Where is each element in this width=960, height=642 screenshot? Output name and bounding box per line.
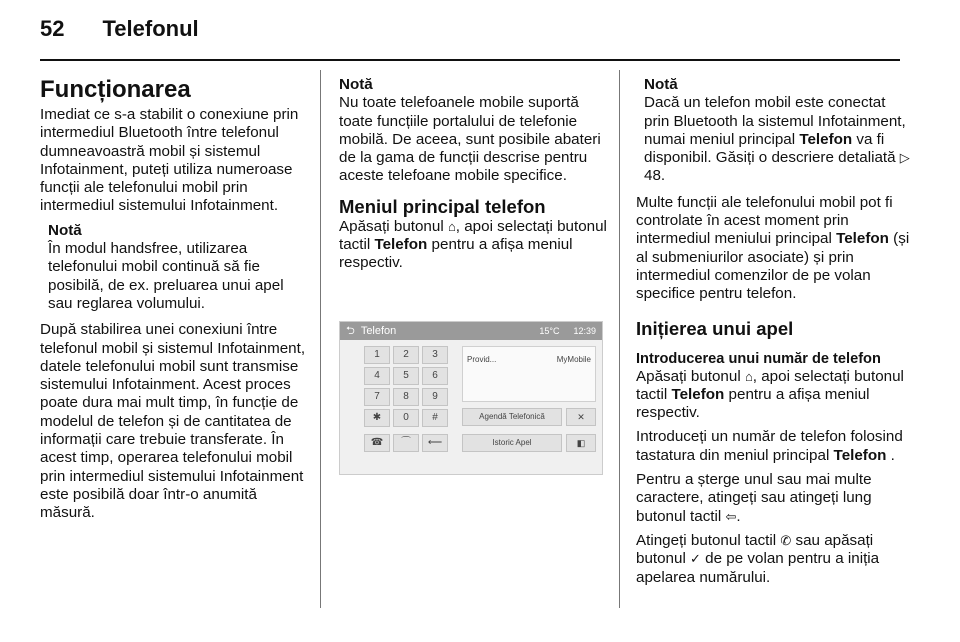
- call-icon: ☎: [364, 434, 390, 452]
- keypad-key: #: [422, 409, 448, 427]
- keypad-key: 8: [393, 388, 419, 406]
- page-number: 52: [40, 16, 65, 41]
- paragraph: Pentru a șterge unul sau mai multe caractere, atingeți sau atingeți lung butonul tactil ⇦.: [636, 471, 872, 525]
- screen-title-bar: [340, 322, 602, 340]
- note-box: Notă Dacă un telefon mobil este conectat prin Bluetooth la sistemul Infotainment, numai meniul principal Telefon va fi disponibil. Găsiți o descriere detaliată ▷ 48.: [644, 76, 910, 185]
- paragraph: Atingeți butonul tactil ✆ sau apăsați butonul ✓ de pe volan pentru a iniția apelarea numărului.: [636, 531, 880, 586]
- page-ref-icon: ▷: [899, 150, 910, 166]
- column-1: [40, 76, 310, 529]
- call-history-button: Istoric Apel: [462, 434, 562, 452]
- mic-mute-icon: ✕: [566, 408, 596, 426]
- call-controls: [364, 434, 448, 452]
- heading-main-menu: Meniul principal telefon: [339, 195, 546, 217]
- note-box: [339, 76, 609, 186]
- keypad: [364, 346, 448, 427]
- column-3: [636, 76, 910, 593]
- contacts-button: Agendă Telefonică: [462, 408, 562, 426]
- paragraph: Introduceți un număr de telefon folosind tastatura din meniul principal Telefon .: [636, 428, 903, 464]
- keypad-key: 6: [422, 367, 448, 385]
- keypad-key: 7: [364, 388, 390, 406]
- phone-icon: ✆: [780, 532, 792, 548]
- paragraph: După stabilirea unei conexiuni între telefonul mobil și sistemul Infotainment, datele telefonului mobil sunt transmise sistemului Infotainment. Acest proces poate dura mai mult timp, în funcție de modelul de telefon și de cantitatea de informații care trebuie transferate. În acest timp, operarea telefonului mobil prin intermediul sistemului Infotainment este posibilă doar într-o anumită măsură.: [40, 321, 306, 522]
- header-rule: [40, 59, 900, 61]
- page-header: [40, 16, 199, 46]
- provider-label: Provid...: [467, 354, 497, 364]
- note-box: [40, 222, 310, 313]
- clock: 12:39: [573, 325, 596, 336]
- keypad-key: 3: [422, 346, 448, 364]
- keypad-key: 4: [364, 367, 390, 385]
- back-icon: ⮌: [346, 324, 355, 337]
- paragraph: Apăsați butonul ⌂, apoi selectați butonul tactil Telefon pentru a afișa meniul respectiv.: [339, 217, 607, 272]
- phone-screen-figure: [339, 285, 603, 499]
- note-label: Notă: [644, 76, 678, 93]
- speaker-icon: ◧: [566, 434, 596, 452]
- phone-info-panel: [462, 346, 596, 402]
- home-icon: ⌂: [447, 218, 456, 234]
- keypad-key: 5: [393, 367, 419, 385]
- keypad-key: 9: [422, 388, 448, 406]
- home-icon: ⌂: [744, 368, 753, 384]
- note-label: Notă: [48, 221, 82, 239]
- infotainment-screen: [339, 321, 603, 475]
- backspace-icon: ⟵: [422, 434, 448, 452]
- paragraph: Imediat ce s-a stabilit o conexiune prin intermediul Bluetooth între telefonul dumneavoastră mobil și sistemul Infotainment, puteți utiliza numeroase funcții ale telefonului mobil prin intermediul sistemului Infotainment.: [40, 106, 299, 215]
- screen-title: Telefon: [360, 324, 397, 337]
- keypad-key: 0: [393, 409, 419, 427]
- device-label: MyMobile: [556, 354, 591, 364]
- steering-call-icon: ✓: [690, 551, 701, 567]
- note-text: Nu toate telefoanele mobile suportă toate funcțiile portalului de telefonie mobilă. De aceea, sunt posibile abateri de la gama de funcții descrise pentru aceste telefoane mobile specifice.: [339, 94, 601, 185]
- keypad-key: 1: [364, 346, 390, 364]
- keypad-key: ✱: [364, 409, 390, 427]
- backspace-icon: ⇦: [725, 508, 737, 524]
- section-title: Telefonul: [102, 16, 199, 41]
- hangup-icon: ⌒: [393, 434, 419, 452]
- heading-functionare: Funcționarea: [40, 76, 191, 103]
- paragraph: Apăsați butonul ⌂, apoi selectați butonul tactil Telefon pentru a afișa meniul respectiv.: [636, 367, 904, 422]
- keypad-key: 2: [393, 346, 419, 364]
- temperature: 15°C: [539, 325, 560, 336]
- paragraph: Multe funcții ale telefonului mobil pot fi controlate în acest moment prin intermediul meniului principal Telefon (și al submeniurilor asociate) și prin intermediul comenzilor de pe volan specifice pentru telefon.: [636, 193, 910, 303]
- heading-initiate-call: Inițierea unui apel: [636, 317, 794, 339]
- note-text: În modul handsfree, utilizarea telefonului mobil continuă să fie posibilă, de ex. preluarea unui apel sau reglarea volumului.: [48, 240, 284, 312]
- column-2: [339, 76, 609, 499]
- column-divider: [619, 70, 620, 608]
- subheading-enter-number: Introducerea unui număr de telefon: [636, 350, 881, 367]
- note-label: Notă: [339, 76, 373, 93]
- column-divider: [320, 70, 321, 608]
